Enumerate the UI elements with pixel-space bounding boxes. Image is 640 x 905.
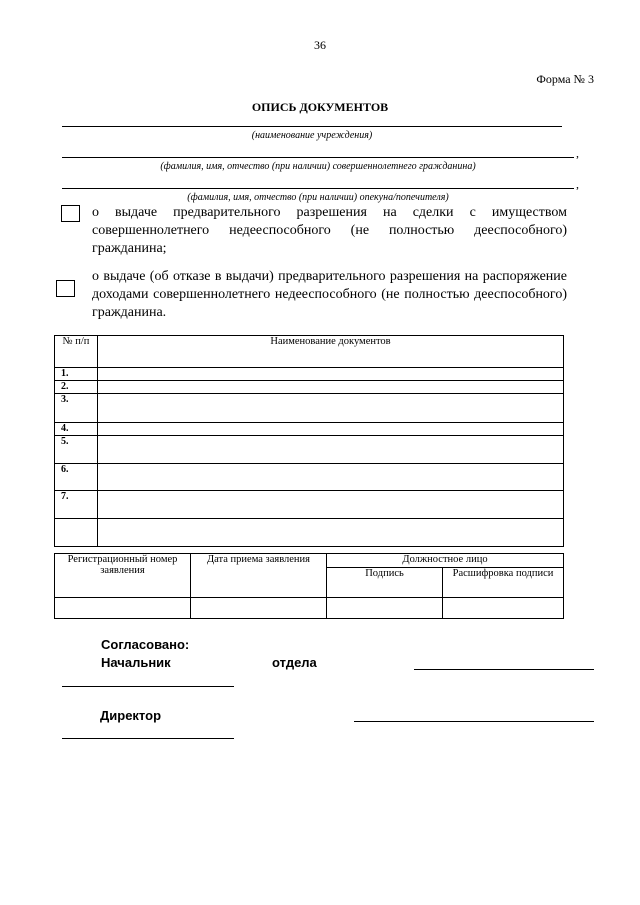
document-name-cell[interactable] [98,464,564,491]
document-name-cell[interactable] [98,394,564,423]
table-row [55,491,564,519]
reg-number-header: Регистрационный номер заявления [55,554,191,598]
row-number: 4. [55,423,98,436]
citizen-line [62,157,574,158]
header-num: № п/п [55,336,98,368]
director-name-line[interactable] [62,738,234,739]
document-name-cell[interactable] [98,423,564,436]
institution-caption: (наименование учреждения) [251,130,373,141]
guardian-comma: , [576,177,579,191]
header-document-name: Наименование документов [98,336,564,368]
guardian-line [62,188,574,189]
table-row [55,464,564,491]
agreed-label: Согласовано: [101,637,190,652]
date-cell[interactable] [191,598,327,619]
row-number: 2. [55,381,98,394]
option-1-text: о выдаче предварительного разрешения на сделки с имуществом совершеннолетнего недееспособного (не полностью дееспособного) гражданина; [92,205,567,256]
document-name-cell[interactable] [98,381,564,394]
form-number: Форма № 3 [536,72,594,86]
table-row [55,423,564,436]
table-row [55,519,564,547]
row-number: 3. [55,394,98,423]
document-name-cell[interactable] [98,491,564,519]
document-name-cell[interactable] [98,436,564,464]
head-name-line[interactable] [62,686,234,687]
signature-header: Подпись [327,568,443,598]
document-name-cell[interactable] [98,519,564,547]
official-header: Должностное лицо [327,554,564,568]
documents-table [54,335,564,547]
head-label: Начальник [101,655,171,670]
signature-cell[interactable] [327,598,443,619]
option-2-text: о выдаче (об отказе в выдачи) предварительного разрешения на распоряжение доходами совершеннолетнего недееспособного (не полностью дееспособного) гражданина. [92,269,567,320]
citizen-caption: (фамилия, имя, отчество (при наличии) совершеннолетнего гражданина) [160,161,476,172]
row-number: 5. [55,436,98,464]
row-number: 6. [55,464,98,491]
table-row [55,436,564,464]
document-name-cell[interactable] [98,368,564,381]
date-header: Дата приема заявления [191,554,327,598]
table-row [55,394,564,423]
director-label: Директор [100,708,162,723]
option-1-checkbox[interactable] [61,205,80,222]
row-number: 7. [55,491,98,519]
registration-table [54,553,564,619]
table-row [55,368,564,381]
table-row [55,381,564,394]
citizen-comma: , [576,146,579,160]
head-signature-line[interactable] [414,669,594,670]
option-2-checkbox[interactable] [56,280,75,297]
page-title: ОПИСЬ ДОКУМЕНТОВ [251,100,389,114]
decoding-header: Расшифровка подписи [443,568,564,598]
department-label: отдела [272,655,317,670]
decoding-cell[interactable] [443,598,564,619]
reg-number-cell[interactable] [55,598,191,619]
director-signature-line[interactable] [354,721,594,722]
guardian-caption: (фамилия, имя, отчество (при наличии) опекуна/попечителя) [187,192,449,203]
page-number: 36 [314,38,326,52]
documents-table-header [55,336,564,368]
row-number [55,519,98,547]
institution-line [62,126,562,127]
row-number: 1. [55,368,98,381]
